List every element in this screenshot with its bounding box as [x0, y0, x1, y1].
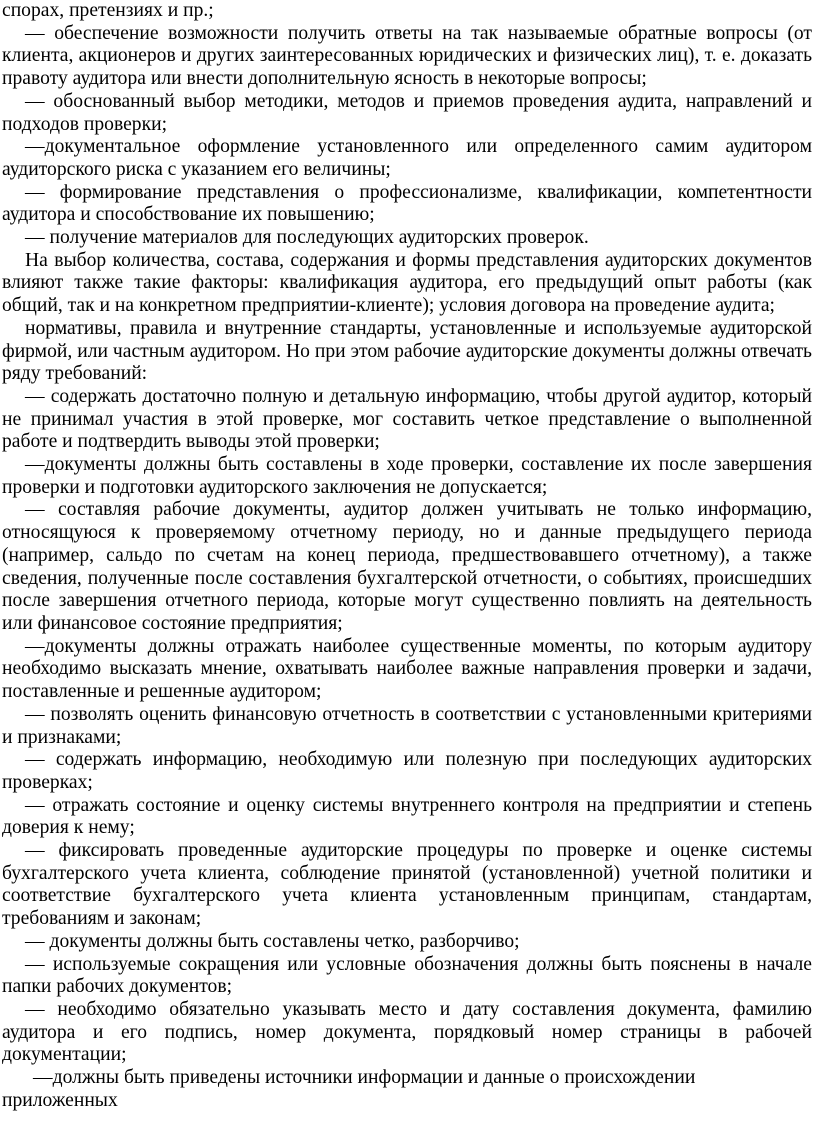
paragraph-req-assess: — позволять оценить финансовую отчетность в соответствии с установленными критериями и признаками; — [2, 703, 812, 748]
paragraph-req-timing: —документы должны быть составлены в ходе проверки, составление их после завершения проверки и подготовки аудиторского заключения не допускается; — [2, 454, 812, 498]
paragraph-continuation: спорах, претензиях и пр.; — [2, 0, 214, 21]
paragraph-req-date-signature: — необходимо обязательно указывать место и дату составления документа, фамилию аудитора и его подпись, номер документа, порядковый номер страницы в рабочей документации; — [2, 998, 812, 1066]
paragraph-factors: На выбор количества, состава, содержания и формы представления аудиторских документов влияют также такие факторы: квалификация аудитора, его предыдущий опыт работы (как общий, так и на конкретном предприятии-клиенте); условия договора на проведение аудита; — [2, 249, 812, 317]
paragraph-req-legible: — документы должны быть составлены четко, разборчиво; — [25, 930, 520, 952]
paragraph-req-sources: —должны быть приведены источники информации и данные о происхождении приложенных — [2, 1067, 696, 1111]
paragraph-req-future: — содержать информацию, необходимую или полезную при последующих аудиторских проверках; — [2, 749, 812, 793]
paragraph-req-internal-control: — отражать состояние и оценку системы внутреннего контроля на предприятии и степень доверия к нему; — [2, 794, 812, 839]
paragraph-req-detail: — содержать достаточно полную и детальную информацию, чтобы другой аудитор, который не принимал участия в этой проверке, мог составить четкое представление о выполненной работе и подтвердить выводы этой проверки; — [2, 385, 812, 453]
paragraph-purpose-professionalism: — формирование представления о профессионализме, квалификации, компетентности аудитора и способствование их повышению; — [2, 181, 812, 226]
paragraph-purpose-questions: — обеспечение возможности получить ответы на так называемые обратные вопросы (от клиента, акционеров и других заинтересованных юридических и физических лиц), т. е. доказать правоту аудитора или внести дополнительную ясность в некоторые вопросы; — [2, 22, 812, 90]
paragraph-standards: нормативы, правила и внутренние стандарты, установленные и используемые аудиторской фирмой, или частным аудитором. Но при этом рабочие аудиторские документы должны отвечать ряду требований: — [2, 317, 812, 385]
paragraph-req-abbreviations: — используемые сокращения или условные обозначения должны быть пояснены в начале папки рабочих документов; — [2, 953, 812, 998]
paragraph-purpose-materials: — получение материалов для последующих аудиторских проверок. — [25, 227, 589, 249]
paragraph-req-key-moments: —документы должны отражать наиболее существенные моменты, по которым аудитору необходимо высказать мнение, охватывать наиболее важные направления проверки и задачи, поставленные и решенные аудитором; — [2, 635, 812, 703]
paragraph-purpose-risk: —документальное оформление установленного или определенного самим аудитором аудиторского риска с указанием его величины; — [2, 136, 812, 180]
paragraph-req-periods: — составляя рабочие документы, аудитор должен учитывать не только информацию, относящуюся к проверяемому отчетному периоду, но и данные предыдущего периода (например, сальдо по счетам на конец периода, предшествовавшего отчетному), а также сведения, полученные после составления бухгалтерской отчетности, о событиях, происшедших после завершения отчетного периода, которые могут существенно повлиять на деятельность или финансовое состояние предприятия; — [2, 499, 812, 634]
paragraph-purpose-methodology: — обоснованный выбор методики, методов и приемов проведения аудита, направлений и подходов проверки; — [2, 90, 812, 135]
paragraph-req-procedures: — фиксировать проведенные аудиторские процедуры по проверке и оценке системы бухгалтерского учета клиента, соблюдение принятой (установленной) учетной политики и соответствие бухгалтерского учета клиента установленным принципам, стандартам, требованиям и законам; — [2, 840, 812, 930]
